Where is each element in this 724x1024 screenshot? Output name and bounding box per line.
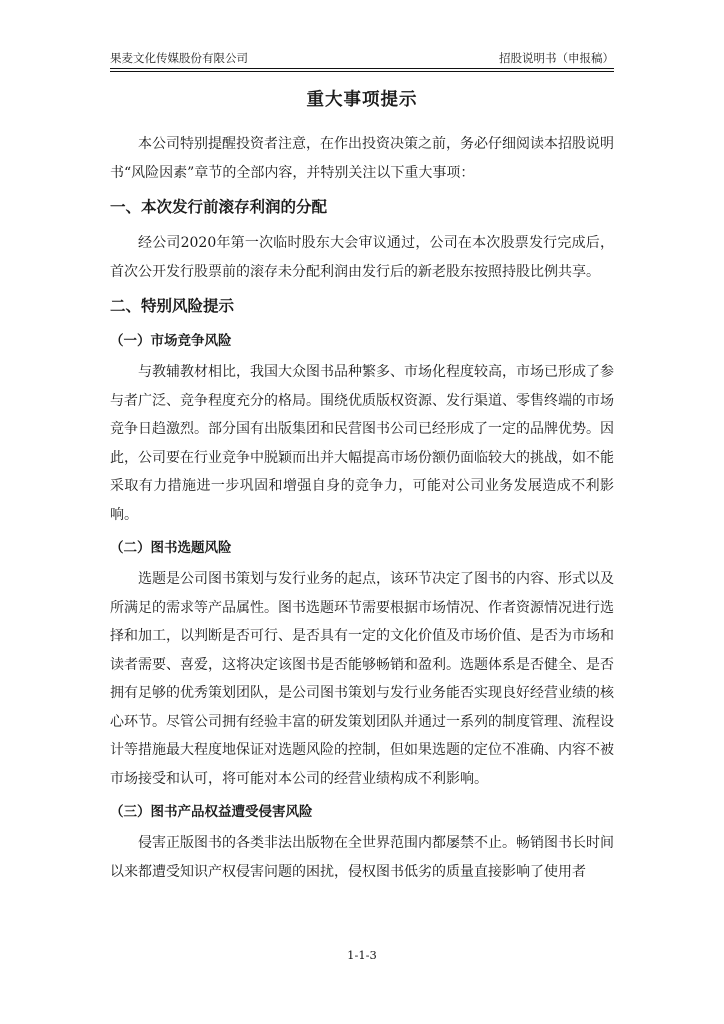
header-rule-thick (110, 68, 614, 69)
page-body (110, 86, 614, 886)
header-doc-type: 招股说明书（申报稿） (499, 51, 614, 65)
section-heading-profit-distribution: 一、本次发行前滚存利润的分配 (110, 198, 328, 216)
header-company: 果麦文化传媒股份有限公司 (110, 51, 248, 65)
topic-selection-paragraph: 选题是公司图书策划与发行业务的起点，该环节决定了图书的内容、形式以及所满足的需求等产品属性。图书选题环节需要根据市场情况、作者资源情况进行选择和加工，以判断是否可行、是否具有一定的文化价值及市场价值、是否为市场和读者需要、喜爱，这将决定该图书是否能够畅销和盈利。选题体系是否健全、是否拥有足够的优秀策划团队，是公司图书策划与发行业务能否实现良好经营业绩的核心环节。尽管公司拥有经验丰富的研发策划团队并通过一系列的制度管理、流程设计等措施最大程度地保证对选题风险的控制，但如果选题的定位不准确、内容不被市场接受和认可，将可能对本公司的经营业绩构成不利影响。 (110, 571, 614, 787)
infringement-paragraph: 侵害正版图书的各类非法出版物在全世界范围内都屡禁不止。畅销图书长时间以来都遭受知识产权侵害问题的困扰，侵权图书低劣的质量直接影响了使用者 (110, 835, 614, 880)
page-header (110, 50, 614, 68)
subsection-heading-topic-selection: （二）图书选题风险 (110, 540, 232, 556)
page-number: 1-1-3 (347, 948, 377, 962)
header-rule-thin (110, 71, 614, 72)
page-title: 重大事项提示 (306, 90, 418, 110)
subsection-heading-market-competition: （一）市场竞争风险 (110, 333, 232, 349)
subsection-heading-infringement: （三）图书产品权益遭受侵害风险 (110, 804, 313, 820)
profit-distribution-paragraph: 经公司2020年第一次临时股东大会审议通过，公司在本次股票发行完成后，首次公开发行股票前的滚存未分配利润由发行后的新老股东按照持股比例共享。 (110, 235, 614, 280)
market-competition-paragraph: 与教辅教材相比，我国大众图书品种繁多、市场化程度较高，市场已形成了参与者广泛、竞争程度充分的格局。围绕优质版权资源、发行渠道、零售终端的市场竞争日趋激烈。部分国有出版集团和民营图书公司已经形成了一定的品牌优势。因此，公司要在行业竞争中脱颖而出并大幅提高市场份额仍面临较大的挑战，如不能采取有力措施进一步巩固和增强自身的竞争力，可能对公司业务发展造成不利影响。 (110, 364, 614, 523)
section-heading-risk-warning: 二、特别风险提示 (110, 297, 235, 315)
intro-paragraph: 本公司特别提醒投资者注意，在作出投资决策之前，务必仔细阅读本招股说明书“风险因素”章节的全部内容，并特别关注以下重大事项： (110, 136, 614, 181)
